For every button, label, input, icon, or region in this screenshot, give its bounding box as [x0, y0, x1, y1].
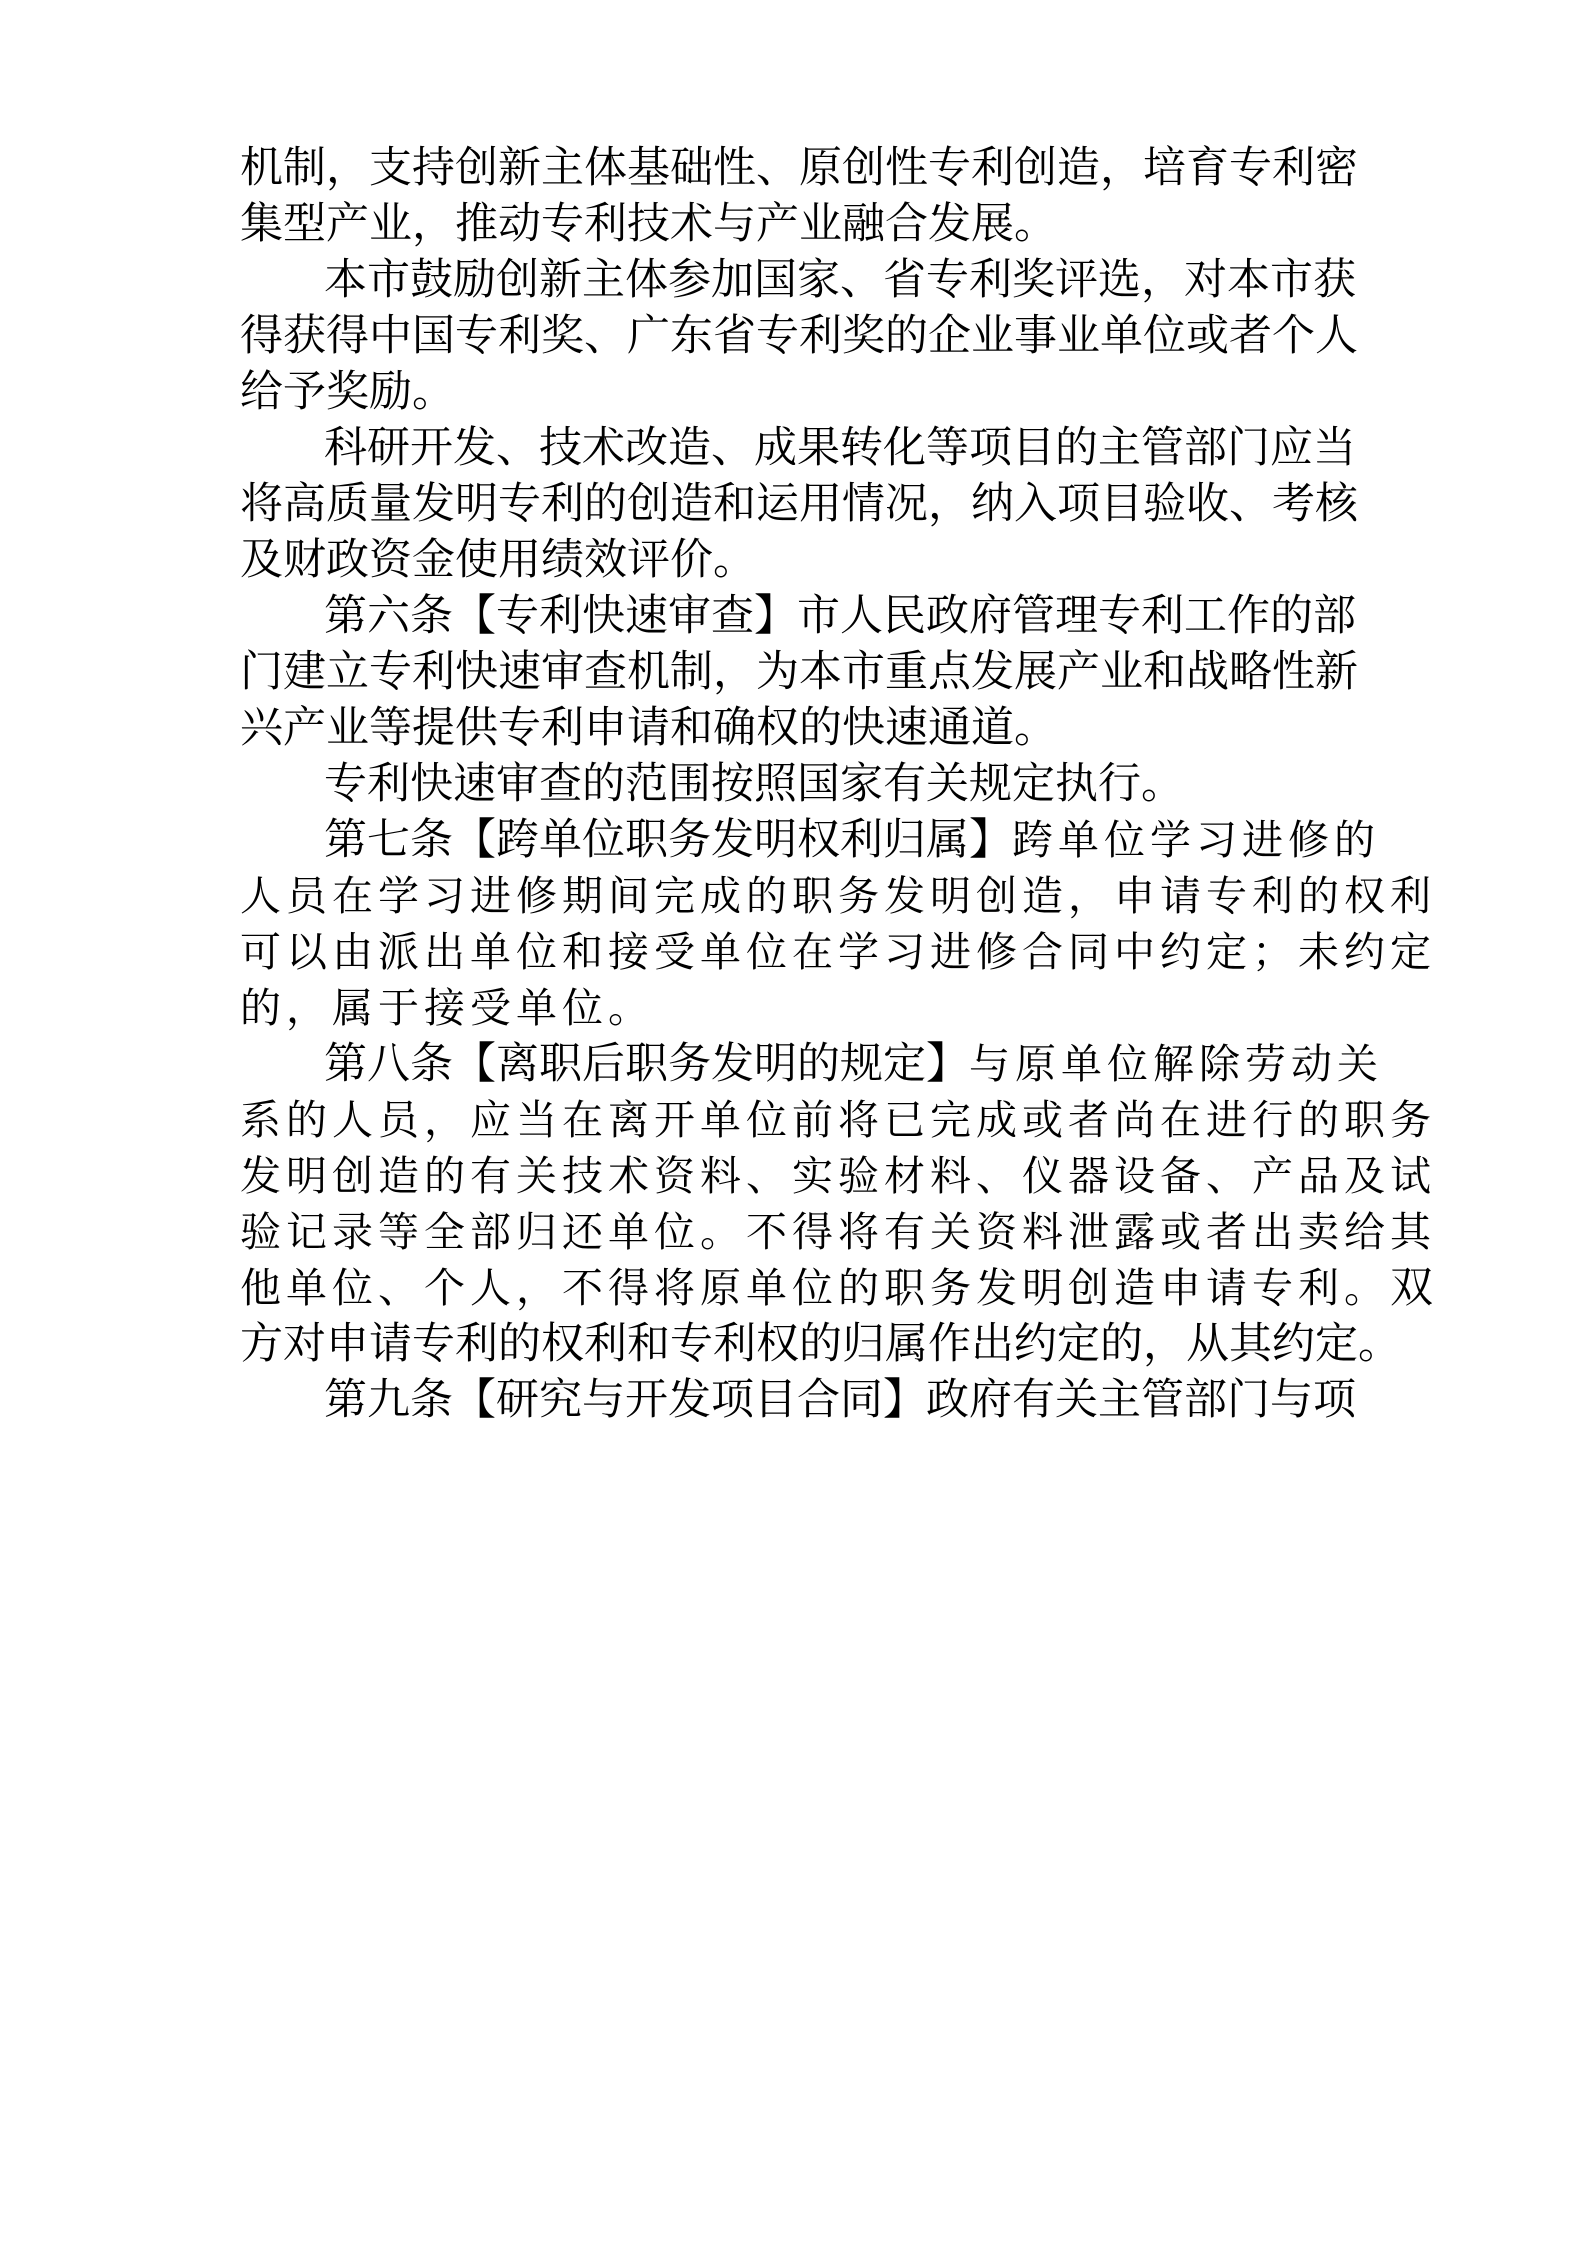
paragraph-line: 将高质量发明专利的创造和运用情况，纳入项目验收、考核 [240, 479, 1358, 529]
paragraph-line: 本市鼓励创新主体参加国家、省专利奖评选，对本市获 [324, 255, 1356, 305]
article-7-text: 可以由派出单位和接受单位在学习进修合同中约定；未约定 [240, 928, 1436, 976]
paragraph-line: 得获得中国专利奖、广东省专利奖的企业事业单位或者个人 [240, 311, 1358, 361]
paragraph-line: 集型产业，推动专利技术与产业融合发展。 [240, 199, 1057, 249]
paragraph-line: 兴产业等提供专利申请和确权的快速通道。 [240, 703, 1057, 753]
paragraph-line: 给予奖励。 [240, 367, 455, 417]
article-6-heading-line: 第六条【专利快速审查】市人民政府管理专利工作的部 [324, 591, 1356, 641]
article-9-heading-line: 第九条【研究与开发项目合同】政府有关主管部门与项 [324, 1375, 1356, 1425]
paragraph-line: 方对申请专利的权利和专利权的归属作出约定的，从其约定。 [240, 1319, 1401, 1369]
article-8-text: 发明创造的有关技术资料、实验材料、仪器设备、产品及试 [240, 1152, 1436, 1200]
article-8-title: 第八条【离职后职务发明的规定】 [324, 1039, 969, 1089]
paragraph-line: 科研开发、技术改造、成果转化等项目的主管部门应当 [324, 423, 1356, 473]
article-8-text-start: 与原单位解除劳动关 [969, 1040, 1383, 1088]
paragraph-line: 门建立专利快速审查机制，为本市重点发展产业和战略性新 [240, 647, 1358, 697]
paragraph-line: 机制，支持创新主体基础性、原创性专利创造，培育专利密 [240, 143, 1358, 193]
article-8-text-sans: 双 [1390, 1263, 1433, 1313]
paragraph-line: 专利快速审查的范围按照国家有关规定执行。 [324, 759, 1184, 809]
article-7-text: 人员在学习进修期间完成的职务发明创造，申请专利的权利 [240, 872, 1436, 920]
article-7-text: 的，属于接受单位。 [240, 984, 654, 1032]
article-8-text: 系的人员，应当在离开单位前将已完成或者尚在进行的职务 [240, 1096, 1436, 1144]
article-7-text-start: 跨单位学习进修的 [1012, 816, 1380, 864]
article-8-text: 验记录等全部归还单位。不得将有关资料泄露或者出卖给其 [240, 1208, 1436, 1256]
paragraph-line: 及财政资金使用绩效评价。 [240, 535, 756, 585]
article-8-text: 他单位、个人，不得将原单位的职务发明创造申请专利。 [240, 1264, 1390, 1312]
article-7-title: 第七条【跨单位职务发明权利归属】 [324, 815, 1012, 865]
